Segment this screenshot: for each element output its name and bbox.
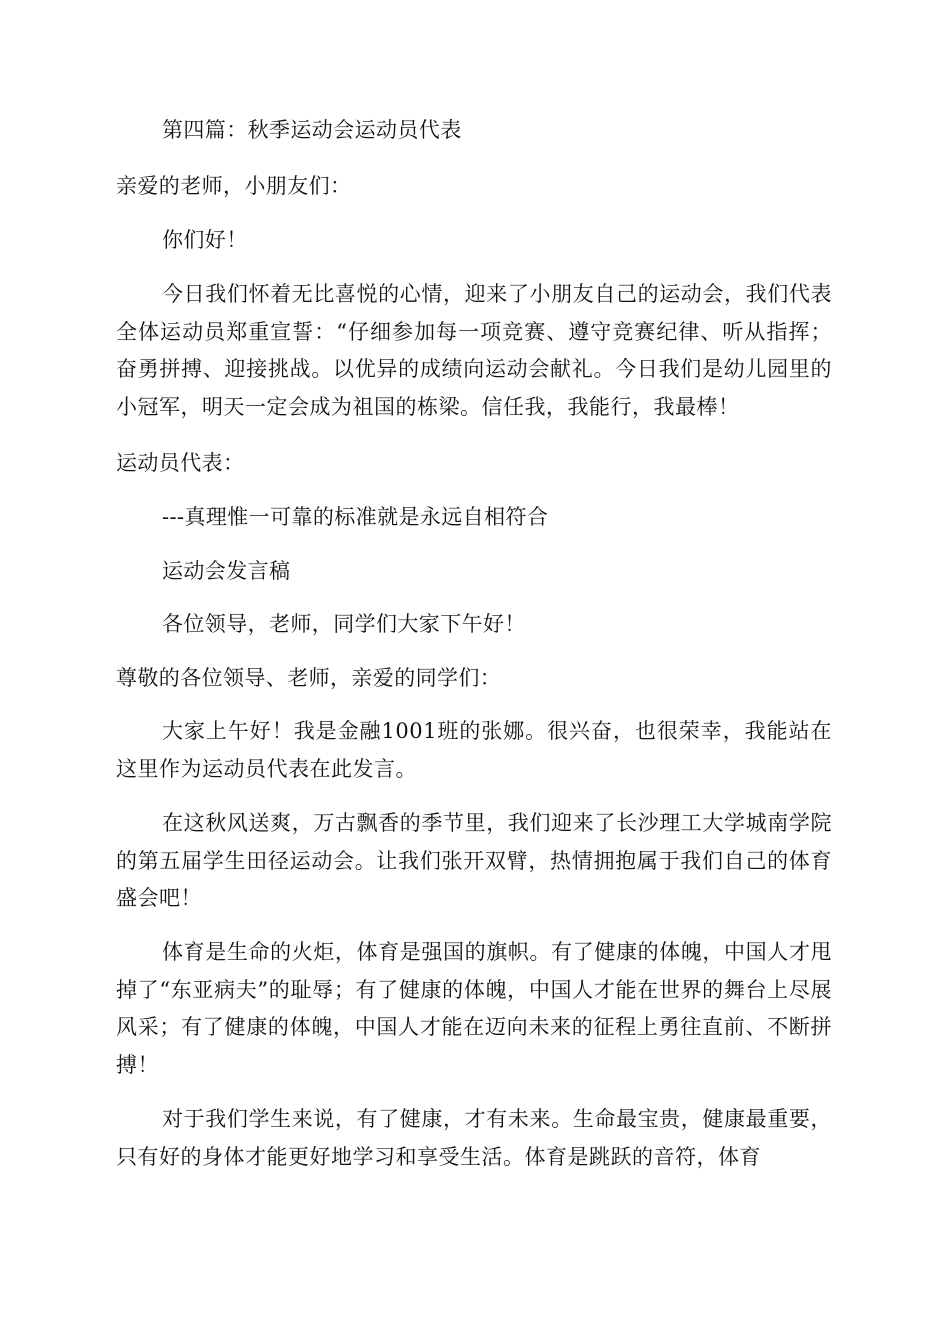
section-title: 第四篇：秋季运动会运动员代表: [162, 118, 462, 142]
signature-line: 运动员代表：: [116, 451, 245, 475]
health-paragraph: 对于我们学生来说，有了健康，才有未来。生命最宝贵，健康最重要，只有好的身体才能更好地学习和享受生活。体育是跳跃的音符，体育: [116, 1107, 832, 1169]
motto-line: ---真理惟一可靠的标准就是永远自相符合: [162, 505, 549, 529]
hello-line: 你们好！: [162, 228, 248, 252]
greeting-line-2: 尊敬的各位领导、老师，亲爱的同学们：: [116, 666, 502, 690]
subtitle-line: 运动会发言稿: [162, 559, 291, 583]
autumn-paragraph: 在这秋风送爽，万古飘香的季节里，我们迎来了长沙理工大学城南学院的第五届学生田径运动会。让我们张开双臂，热情拥抱属于我们自己的体育盛会吧！: [116, 811, 832, 910]
hello-line-2: 各位领导，老师，同学们大家下午好！: [162, 612, 526, 636]
greeting-line: 亲爱的老师，小朋友们：: [116, 174, 352, 198]
intro-paragraph: 大家上午好！我是金融1001班的张娜。很兴奋，也很荣幸，我能站在这里作为运动员代表在此发言。: [116, 719, 832, 781]
oath-paragraph: 今日我们怀着无比喜悦的心情，迎来了小朋友自己的运动会，我们代表全体运动员郑重宣誓：“仔细参加每一项竞赛、遵守竞赛纪律、听从指挥；奋勇拼搏、迎接挑战。以优异的成绩向运动会献礼。今日我们是幼儿园里的小冠军，明天一定会成为祖国的栋梁。信任我，我能行，我最棒！: [116, 282, 832, 419]
sports-paragraph: 体育是生命的火炬，体育是强国的旗帜。有了健康的体魄，中国人才甩掉了“东亚病夫”的耻辱；有了健康的体魄，中国人才能在世界的舞台上尽展风采；有了健康的体魄，中国人才能在迈向未来的征程上勇往直前、不断拼搏！: [116, 940, 832, 1077]
